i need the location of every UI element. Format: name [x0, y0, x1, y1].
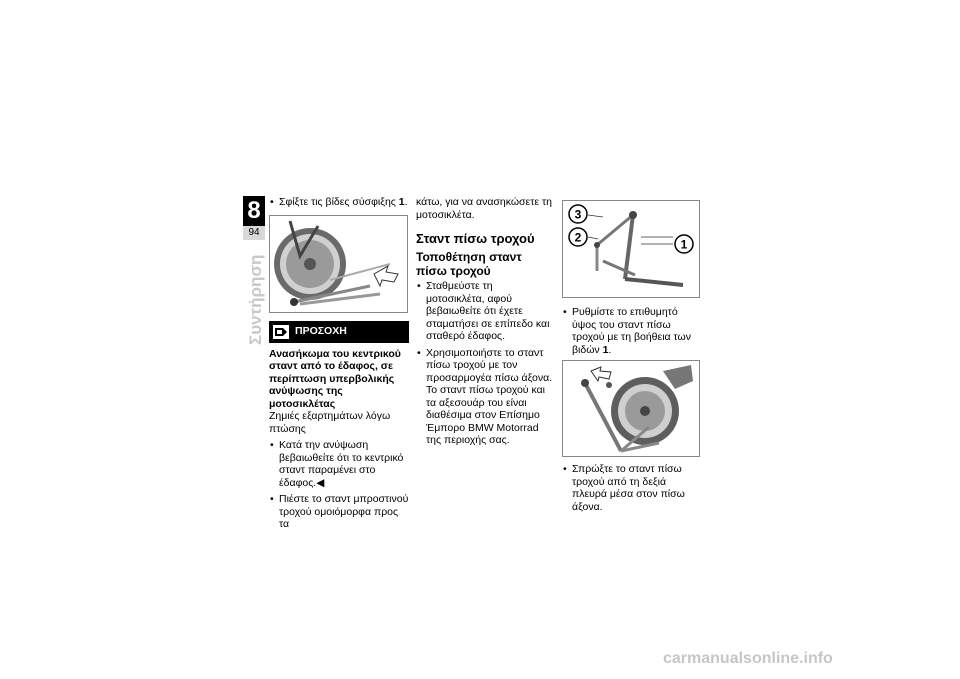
warning-bullet-text: Κατά την ανύψωση βεβαιωθείτε ότι το κεντρικό σταντ παραμένει στο έδαφος. [279, 439, 404, 489]
front-stand-figure [269, 215, 408, 313]
subsection-heading: Τοποθέτηση σταντ πίσω τροχού [416, 250, 522, 278]
rear-stand-illustration [563, 201, 699, 297]
step-push-stand: • Σπρώξτε το σταντ πίσω τροχού από τη δεξιά πλευρά μέσα στον πίσω άξονα. [562, 463, 702, 513]
column-2 [416, 196, 554, 451]
step-end: . [608, 343, 612, 356]
step-text: Ρυθμίστε το επιθυμητό ύψος του σταντ πίσω τροχού με τη βοήθεια των βιδών [572, 306, 691, 356]
rear-wheel-figure [562, 360, 700, 457]
step-ref-number: 1 [398, 196, 405, 208]
warning-label: ΠΡΟΣΟΧΗ [295, 325, 347, 338]
step-text: Σφίξτε τις βίδες σύσφιξης [279, 196, 399, 208]
warning-body: Ζημιές εξαρτημάτων λόγω πτώσης [269, 410, 391, 435]
step-ref-number: 1 [602, 343, 609, 356]
callout-2: 2 [574, 230, 582, 245]
section-title: Συντήρηση [246, 254, 265, 345]
warning-icon [273, 325, 289, 339]
section-heading: Σταντ πίσω τροχού [416, 231, 535, 246]
rear-stand-figure [562, 200, 700, 298]
front-wheel-stand-illustration [270, 216, 407, 312]
page-tab [243, 196, 265, 240]
column-1 [269, 196, 409, 535]
warning-title: Ανασήκωμα του κεντρικού σταντ από το έδαφος, σε περίπτωση υπερβολικής ανύψωσης της μοτοσικλέτας [269, 347, 401, 410]
warning-bullet [269, 439, 409, 489]
column-3 [562, 200, 702, 517]
watermark: carmanualsonline.info [663, 650, 833, 667]
chapter-number: 8 [243, 196, 265, 226]
step-end: . [404, 196, 408, 208]
step-press-stand: • Πιέστε το σταντ μπροστινού τροχού ομοιόμορφα προς τα [269, 493, 409, 531]
end-mark-icon: ◀ [316, 476, 325, 489]
callout-1: 1 [680, 237, 688, 252]
callout-3: 3 [574, 207, 582, 222]
step-use-rear-stand: • Χρησιμοποιήστε το σταντ πίσω τροχού με τον προσαρμογέα πίσω άξονα. Το σταντ πίσω τροχού και τα αξεσουάρ του είναι διαθέσιμα στον Επίσημο Έμπορο BMW Motorrad της περιοχής σας. [416, 347, 554, 447]
step-tighten-bolts [269, 196, 409, 209]
continuation-text: κάτω, για να ανασηκώσετε τη μοτοσικλέτα. [416, 196, 552, 221]
rear-wheel-stand-illustration [563, 361, 699, 456]
step-adjust-height [562, 306, 702, 356]
step-park-motorcycle: • Σταθμεύστε τη μοτοσικλέτα, αφού βεβαιωθείτε ότι έχετε σταματήσει σε επίπεδο και σταθερό έδαφος. [416, 280, 554, 343]
page-number: 94 [243, 226, 265, 240]
warning-bar [269, 321, 409, 343]
